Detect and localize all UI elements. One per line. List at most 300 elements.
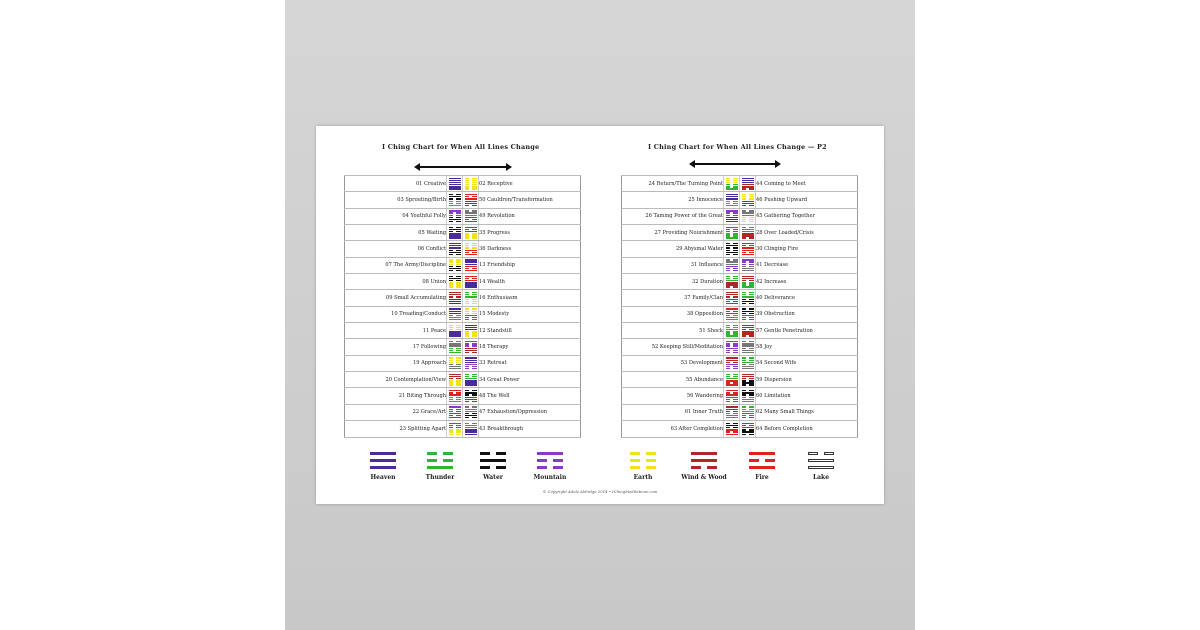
hexagram-name-left: 61 Inner Truth: [622, 404, 724, 420]
mountain-trigram-icon: [449, 406, 461, 412]
hexagram-icon: [726, 325, 738, 337]
fire-trigram-icon: [465, 250, 477, 256]
poster: [316, 126, 884, 504]
water-trigram-icon: [742, 308, 754, 314]
earth-trigram-icon: [449, 325, 461, 331]
fire-trigram-icon: [726, 308, 738, 314]
heaven-trigram-icon: [449, 178, 461, 184]
thunder-trigram-icon: [726, 331, 738, 337]
hexagram-icon: [742, 194, 754, 206]
hexagram-name-right: 45 Gathering Together: [756, 208, 858, 224]
wind-trigram-icon: [726, 292, 738, 298]
legend-item-water: [463, 452, 523, 481]
hexagram-name-left: 25 Innocence: [622, 192, 724, 208]
earth-trigram-icon: [465, 233, 477, 239]
changed-hexagram-cell: [463, 372, 479, 388]
hexagram-icon: [726, 292, 738, 304]
legend-label: Lake: [812, 474, 830, 481]
mountain-trigram-icon: [742, 259, 754, 265]
hexagram-name-right: 41 Decrease: [756, 257, 858, 273]
thunder-trigram-icon: [449, 201, 461, 207]
earth-trigram-icon: [742, 217, 754, 223]
hexagram-name-right: 64 Before Completion: [756, 421, 858, 437]
hexagram-name-right: 59 Dispersion: [756, 372, 858, 388]
hexagram-icon: [465, 259, 477, 271]
changed-hexagram-cell: [740, 355, 756, 371]
lake-trigram-icon: [726, 413, 738, 419]
hexagram-icon: [449, 276, 461, 288]
hexagram-icon: [465, 243, 477, 255]
mountain-trigram-icon: [726, 397, 738, 403]
legend-item-fire: [732, 452, 792, 481]
mountain-trigram-icon: [742, 413, 754, 419]
water-trigram-icon: [726, 243, 738, 249]
table-row: [622, 421, 858, 437]
hexagram-cell: [447, 290, 463, 306]
hexagram-name-right: 50 Cauldron/Transformation: [479, 192, 581, 208]
heaven-trigram-icon: [465, 282, 477, 288]
wind-trigram-icon: [449, 292, 461, 298]
hexagram-icon: [465, 210, 477, 222]
changed-hexagram-cell: [463, 176, 479, 192]
table-row: [622, 192, 858, 208]
left-chart-title: I Ching Chart for When All Lines Change: [382, 143, 540, 151]
hexagram-name-right: 40 Deliverance: [756, 290, 858, 306]
heaven-icon: [370, 452, 396, 469]
hexagram-cell: [724, 388, 740, 404]
hexagram-icon: [726, 423, 738, 435]
water-trigram-icon: [449, 276, 461, 282]
hexagram-name-left: 63 After Completion: [622, 421, 724, 437]
table-row: [345, 274, 581, 290]
hexagram-icon: [742, 325, 754, 337]
left-double-arrow: [419, 166, 507, 168]
mountain-trigram-icon: [449, 423, 461, 429]
hexagram-name-left: 32 Duration: [622, 274, 724, 290]
table-row: [622, 208, 858, 224]
legend-label: Earth: [633, 474, 653, 481]
hexagram-name-right: 46 Pushing Upward: [756, 192, 858, 208]
hexagram-cell: [447, 274, 463, 290]
hexagram-name-left: 05 Waiting: [345, 225, 447, 241]
changed-hexagram-cell: [740, 404, 756, 420]
changed-hexagram-cell: [463, 192, 479, 208]
hexagram-name-left: 04 Youthful Folly: [345, 208, 447, 224]
hexagram-name-left: 17 Following: [345, 339, 447, 355]
table-row: [622, 176, 858, 192]
lake-trigram-icon: [742, 397, 754, 403]
changed-hexagram-cell: [740, 339, 756, 355]
table-row: [345, 421, 581, 437]
hexagram-icon: [465, 390, 477, 402]
hexagram-icon: [449, 243, 461, 255]
hexagram-icon: [726, 276, 738, 288]
hexagram-name-left: 26 Taming Power of the Great: [622, 208, 724, 224]
hexagram-icon: [742, 292, 754, 304]
changed-hexagram-cell: [463, 241, 479, 257]
hexagram-name-right: 39 Obstruction: [756, 306, 858, 322]
legend-item-mountain: [520, 452, 580, 481]
earth-trigram-icon: [742, 194, 754, 200]
lake-trigram-icon: [742, 364, 754, 370]
lake-trigram-icon: [465, 423, 477, 429]
earth-trigram-icon: [465, 243, 477, 249]
hexagram-cell: [447, 225, 463, 241]
hexagram-cell: [447, 192, 463, 208]
hexagram-icon: [726, 357, 738, 369]
heaven-trigram-icon: [465, 357, 477, 363]
hexagram-name-right: 47 Exhaustion/Oppression: [479, 404, 581, 420]
water-trigram-icon: [726, 250, 738, 256]
legend-label: Mountain: [533, 474, 567, 481]
changed-hexagram-cell: [463, 290, 479, 306]
fire-trigram-icon: [726, 380, 738, 386]
hexagram-name-right: 42 Increase: [756, 274, 858, 290]
table-row: [622, 355, 858, 371]
changed-hexagram-cell: [740, 421, 756, 437]
right-chart-table: [621, 175, 858, 438]
hexagram-name-right: 33 Retreat: [479, 355, 581, 371]
hexagram-name-right: 49 Revolution: [479, 208, 581, 224]
hexagram-cell: [724, 176, 740, 192]
lake-trigram-icon: [726, 259, 738, 265]
hexagram-name-left: 53 Development: [622, 355, 724, 371]
fire-trigram-icon: [449, 413, 461, 419]
legend-item-thunder: [410, 452, 470, 481]
hexagram-name-right: 62 Many Small Things: [756, 404, 858, 420]
mountain-trigram-icon: [726, 210, 738, 216]
changed-hexagram-cell: [463, 421, 479, 437]
right-double-arrow: [694, 163, 776, 165]
fire-trigram-icon: [465, 227, 477, 233]
hexagram-name-right: 36 Darkness: [479, 241, 581, 257]
fire-trigram-icon: [726, 429, 738, 435]
hexagram-icon: [449, 390, 461, 402]
earth-trigram-icon: [449, 282, 461, 288]
hexagram-cell: [447, 241, 463, 257]
changed-hexagram-cell: [463, 274, 479, 290]
hexagram-name-right: 13 Friendship: [479, 257, 581, 273]
wind-trigram-icon: [465, 348, 477, 354]
lake-trigram-icon: [449, 364, 461, 370]
hexagram-name-left: 24 Return/The Turning Point: [622, 176, 724, 192]
fire-trigram-icon: [465, 276, 477, 282]
water-trigram-icon: [449, 266, 461, 272]
hexagram-name-right: 15 Modesty: [479, 306, 581, 322]
thunder-trigram-icon: [726, 374, 738, 380]
hexagram-cell: [447, 421, 463, 437]
earth-trigram-icon: [465, 331, 477, 337]
water-trigram-icon: [449, 250, 461, 256]
wind-trigram-icon: [726, 357, 738, 363]
hexagram-icon: [465, 325, 477, 337]
hexagram-icon: [465, 292, 477, 304]
earth-trigram-icon: [449, 380, 461, 386]
hexagram-icon: [726, 194, 738, 206]
hexagram-name-right: 60 Limitation: [756, 388, 858, 404]
hexagram-icon: [742, 423, 754, 435]
water-trigram-icon: [742, 380, 754, 386]
hexagram-icon: [449, 357, 461, 369]
changed-hexagram-cell: [740, 192, 756, 208]
table-row: [622, 257, 858, 273]
hexagram-icon: [449, 210, 461, 222]
hexagram-cell: [447, 208, 463, 224]
hexagram-cell: [447, 339, 463, 355]
mountain-trigram-icon: [726, 266, 738, 272]
table-row: [622, 388, 858, 404]
hexagram-name-right: 16 Enthusiasm: [479, 290, 581, 306]
table-row: [622, 404, 858, 420]
earth-trigram-icon: [465, 308, 477, 314]
hexagram-name-left: 37 Family/Clan: [622, 290, 724, 306]
hexagram-icon: [449, 406, 461, 418]
hexagram-icon: [465, 308, 477, 320]
hexagram-icon: [742, 227, 754, 239]
hexagram-icon: [726, 374, 738, 386]
legend-label: Thunder: [425, 474, 455, 481]
hexagram-name-left: 23 Splitting Apart: [345, 421, 447, 437]
mountain-trigram-icon: [726, 348, 738, 354]
wind-trigram-icon: [742, 233, 754, 239]
heaven-trigram-icon: [726, 217, 738, 223]
changed-hexagram-cell: [463, 257, 479, 273]
thunder-trigram-icon: [726, 184, 738, 190]
hexagram-icon: [465, 178, 477, 190]
hexagram-cell: [447, 372, 463, 388]
hexagram-cell: [447, 176, 463, 192]
changed-hexagram-cell: [740, 388, 756, 404]
thunder-trigram-icon: [726, 201, 738, 207]
hexagram-cell: [724, 208, 740, 224]
table-row: [622, 306, 858, 322]
table-row: [345, 306, 581, 322]
water-trigram-icon: [465, 390, 477, 396]
hexagram-icon: [726, 210, 738, 222]
lake-trigram-icon: [742, 210, 754, 216]
copyright-text: © Copyright Adele Aldridge 2014 • IChingMeditations.com: [542, 489, 658, 494]
heaven-trigram-icon: [465, 429, 477, 435]
table-row: [345, 241, 581, 257]
hexagram-icon: [449, 227, 461, 239]
hexagram-icon: [449, 341, 461, 353]
thunder-icon: [427, 452, 453, 469]
thunder-trigram-icon: [742, 292, 754, 298]
water-trigram-icon: [742, 390, 754, 396]
hexagram-icon: [726, 178, 738, 190]
hexagram-cell: [724, 306, 740, 322]
table-row: [622, 339, 858, 355]
hexagram-name-right: 12 Standstill: [479, 323, 581, 339]
table-row: [345, 339, 581, 355]
thunder-trigram-icon: [726, 325, 738, 331]
hexagram-cell: [447, 404, 463, 420]
mountain-icon: [537, 452, 563, 469]
fire-trigram-icon: [742, 423, 754, 429]
right-chart-title: I Ching Chart for When All Lines Change — P2: [648, 143, 827, 151]
thunder-trigram-icon: [742, 357, 754, 363]
mountain-trigram-icon: [449, 210, 461, 216]
hexagram-icon: [465, 423, 477, 435]
changed-hexagram-cell: [740, 274, 756, 290]
wind-trigram-icon: [742, 184, 754, 190]
heaven-trigram-icon: [465, 380, 477, 386]
hexagram-icon: [742, 341, 754, 353]
water-trigram-icon: [742, 299, 754, 305]
water-trigram-icon: [742, 429, 754, 435]
left-chart-table: [344, 175, 581, 438]
hexagram-name-right: 48 The Well: [479, 388, 581, 404]
thunder-trigram-icon: [742, 406, 754, 412]
hexagram-cell: [724, 355, 740, 371]
legend-label: Water: [483, 474, 503, 481]
changed-hexagram-cell: [740, 257, 756, 273]
hexagram-cell: [724, 257, 740, 273]
lake-trigram-icon: [742, 227, 754, 233]
mountain-trigram-icon: [465, 364, 477, 370]
table-row: [622, 225, 858, 241]
hexagram-name-left: 51 Shock: [622, 323, 724, 339]
legend-label: Fire: [755, 474, 769, 481]
hexagram-icon: [742, 259, 754, 271]
table-row: [622, 372, 858, 388]
water-trigram-icon: [449, 194, 461, 200]
fire-trigram-icon: [465, 217, 477, 223]
table-row: [345, 388, 581, 404]
hexagram-icon: [742, 243, 754, 255]
hexagram-icon: [742, 308, 754, 320]
heaven-trigram-icon: [449, 233, 461, 239]
heaven-trigram-icon: [726, 194, 738, 200]
wind-trigram-icon: [465, 397, 477, 403]
hexagram-cell: [724, 241, 740, 257]
hexagram-icon: [742, 210, 754, 222]
hexagram-icon: [465, 194, 477, 206]
heaven-trigram-icon: [449, 243, 461, 249]
hexagram-icon: [449, 292, 461, 304]
mountain-trigram-icon: [726, 341, 738, 347]
hexagram-name-left: 19 Approach: [345, 355, 447, 371]
changed-hexagram-cell: [740, 241, 756, 257]
changed-hexagram-cell: [740, 176, 756, 192]
table-row: [622, 323, 858, 339]
hexagram-name-right: 14 Wealth: [479, 274, 581, 290]
hexagram-cell: [724, 421, 740, 437]
hexagram-icon: [449, 325, 461, 337]
table-row: [345, 323, 581, 339]
table-row: [345, 372, 581, 388]
changed-hexagram-cell: [463, 208, 479, 224]
heaven-trigram-icon: [449, 331, 461, 337]
hexagram-name-right: 43 Breakthrough: [479, 421, 581, 437]
hexagram-cell: [724, 323, 740, 339]
earth-trigram-icon: [449, 259, 461, 265]
wind-trigram-icon: [742, 325, 754, 331]
hexagram-name-left: 27 Providing Nourishment: [622, 225, 724, 241]
hexagram-cell: [724, 274, 740, 290]
table-row: [345, 208, 581, 224]
hexagram-icon: [742, 178, 754, 190]
table-row: [345, 355, 581, 371]
hexagram-cell: [447, 355, 463, 371]
hexagram-cell: [724, 290, 740, 306]
hexagram-name-left: 52 Keeping Still/Meditation: [622, 339, 724, 355]
hexagram-icon: [726, 227, 738, 239]
hexagram-icon: [449, 178, 461, 190]
lake-trigram-icon: [465, 210, 477, 216]
legend-item-lake: [791, 452, 851, 481]
lake-trigram-icon: [726, 315, 738, 321]
hexagram-icon: [449, 259, 461, 271]
hexagram-name-left: 06 Conflict: [345, 241, 447, 257]
changed-hexagram-cell: [463, 404, 479, 420]
heaven-trigram-icon: [465, 325, 477, 331]
changed-hexagram-cell: [463, 355, 479, 371]
mountain-trigram-icon: [465, 341, 477, 347]
lake-icon: [808, 452, 834, 469]
hexagram-icon: [726, 406, 738, 418]
hexagram-cell: [724, 225, 740, 241]
thunder-trigram-icon: [726, 233, 738, 239]
hexagram-name-left: 55 Abundance: [622, 372, 724, 388]
hexagram-name-right: 57 Gentle Penetration: [756, 323, 858, 339]
legend-item-heaven: [353, 452, 413, 481]
thunder-trigram-icon: [726, 276, 738, 282]
hexagram-icon: [449, 374, 461, 386]
hexagram-icon: [726, 243, 738, 255]
thunder-trigram-icon: [465, 374, 477, 380]
lake-trigram-icon: [465, 406, 477, 412]
fire-trigram-icon: [726, 299, 738, 305]
hexagram-name-left: 29 Abysmal Water: [622, 241, 724, 257]
legend-item-wind: [674, 452, 734, 481]
water-trigram-icon: [726, 423, 738, 429]
wind-trigram-icon: [449, 374, 461, 380]
wind-icon: [691, 452, 717, 469]
hexagram-icon: [726, 308, 738, 320]
hexagram-name-left: 01 Creative: [345, 176, 447, 192]
earth-trigram-icon: [726, 178, 738, 184]
wind-trigram-icon: [465, 201, 477, 207]
fire-icon: [749, 452, 775, 469]
earth-trigram-icon: [449, 357, 461, 363]
changed-hexagram-cell: [740, 306, 756, 322]
hexagram-icon: [742, 357, 754, 369]
changed-hexagram-cell: [463, 339, 479, 355]
hexagram-name-right: 35 Progress: [479, 225, 581, 241]
legend-item-earth: [613, 452, 673, 481]
heaven-trigram-icon: [465, 259, 477, 265]
mountain-trigram-icon: [465, 315, 477, 321]
heaven-trigram-icon: [449, 299, 461, 305]
wind-trigram-icon: [726, 406, 738, 412]
hexagram-cell: [447, 388, 463, 404]
hexagram-cell: [724, 192, 740, 208]
fire-trigram-icon: [742, 250, 754, 256]
thunder-trigram-icon: [742, 282, 754, 288]
changed-hexagram-cell: [740, 225, 756, 241]
water-icon: [480, 452, 506, 469]
hexagram-icon: [742, 406, 754, 418]
table-row: [345, 176, 581, 192]
water-trigram-icon: [449, 217, 461, 223]
hexagram-cell: [724, 372, 740, 388]
hexagram-name-left: 09 Small Accumulating: [345, 290, 447, 306]
hexagram-icon: [449, 423, 461, 435]
fire-trigram-icon: [726, 390, 738, 396]
hexagram-name-right: 54 Second Wife: [756, 355, 858, 371]
table-row: [345, 290, 581, 306]
